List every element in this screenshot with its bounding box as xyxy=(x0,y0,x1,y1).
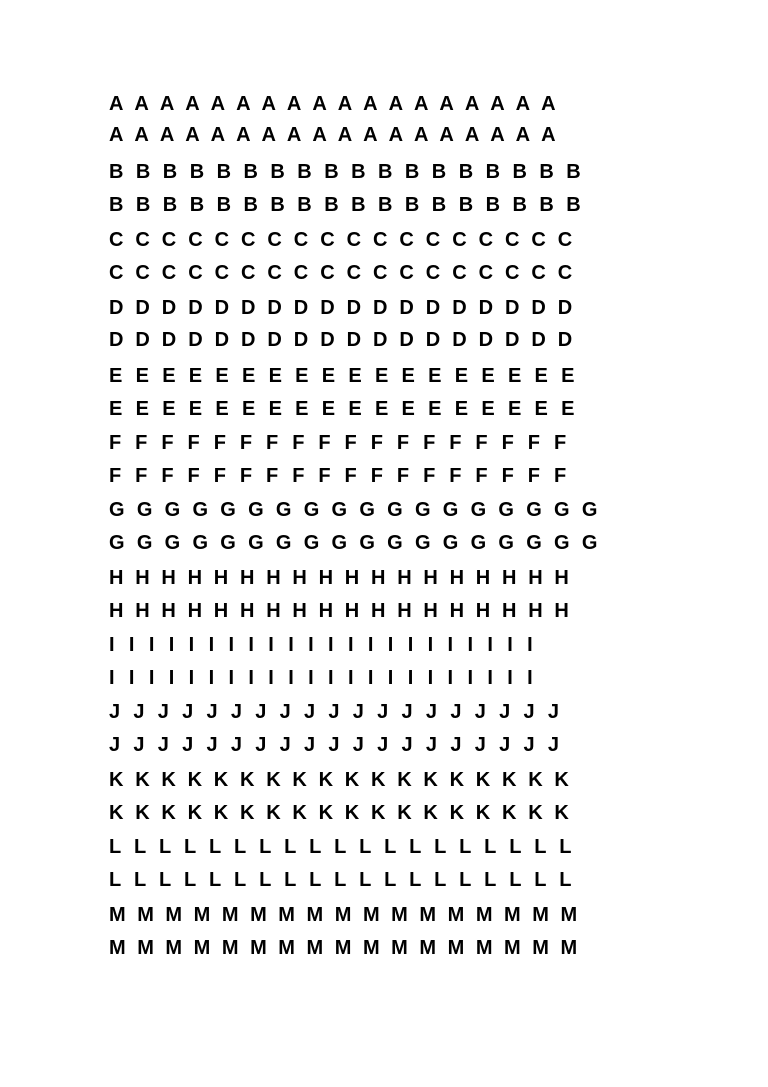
letter-row-l-2: L L L L L L L L L L L L L L L L L L L xyxy=(109,869,572,891)
letter-row-d-1: D D D D D D D D D D D D D D D D D D xyxy=(109,297,573,319)
letter-row-g-1: G G G G G G G G G G G G G G G G G G xyxy=(109,499,598,521)
letter-row-a-2: A A A A A A A A A A A A A A A A A A xyxy=(109,124,556,146)
letter-row-i-1: I I I I I I I I I I I I I I I I I I I I I I xyxy=(109,634,533,656)
letter-row-e-1: E E E E E E E E E E E E E E E E E E xyxy=(109,365,575,387)
letter-row-j-1: J J J J J J J J J J J J J J J J J J J xyxy=(109,701,559,723)
letter-row-i-2: I I I I I I I I I I I I I I I I I I I I I I xyxy=(109,667,533,689)
letter-row-h-2: H H H H H H H H H H H H H H H H H H xyxy=(109,600,569,622)
letter-row-h-1: H H H H H H H H H H H H H H H H H H xyxy=(109,567,569,589)
letter-row-d-2: D D D D D D D D D D D D D D D D D D xyxy=(109,329,573,351)
letter-row-g-2: G G G G G G G G G G G G G G G G G G xyxy=(109,532,598,554)
letter-row-b-1: B B B B B B B B B B B B B B B B B B xyxy=(109,161,581,183)
letter-row-b-2: B B B B B B B B B B B B B B B B B B xyxy=(109,194,581,216)
letter-row-f-2: F F F F F F F F F F F F F F F F F F xyxy=(109,465,567,487)
letter-row-m-1: M M M M M M M M M M M M M M M M M xyxy=(109,904,578,926)
letter-row-k-2: K K K K K K K K K K K K K K K K K K xyxy=(109,802,569,824)
letter-row-j-2: J J J J J J J J J J J J J J J J J J J xyxy=(109,734,559,756)
letter-row-m-2: M M M M M M M M M M M M M M M M M xyxy=(109,937,578,959)
letter-row-e-2: E E E E E E E E E E E E E E E E E E xyxy=(109,398,575,420)
letter-row-k-1: K K K K K K K K K K K K K K K K K K xyxy=(109,769,569,791)
letter-row-c-1: C C C C C C C C C C C C C C C C C C xyxy=(109,229,573,251)
letter-row-l-1: L L L L L L L L L L L L L L L L L L L xyxy=(109,836,572,858)
letter-row-a-1: A A A A A A A A A A A A A A A A A A xyxy=(109,93,556,115)
letter-row-f-1: F F F F F F F F F F F F F F F F F F xyxy=(109,432,567,454)
letter-row-c-2: C C C C C C C C C C C C C C C C C C xyxy=(109,262,573,284)
